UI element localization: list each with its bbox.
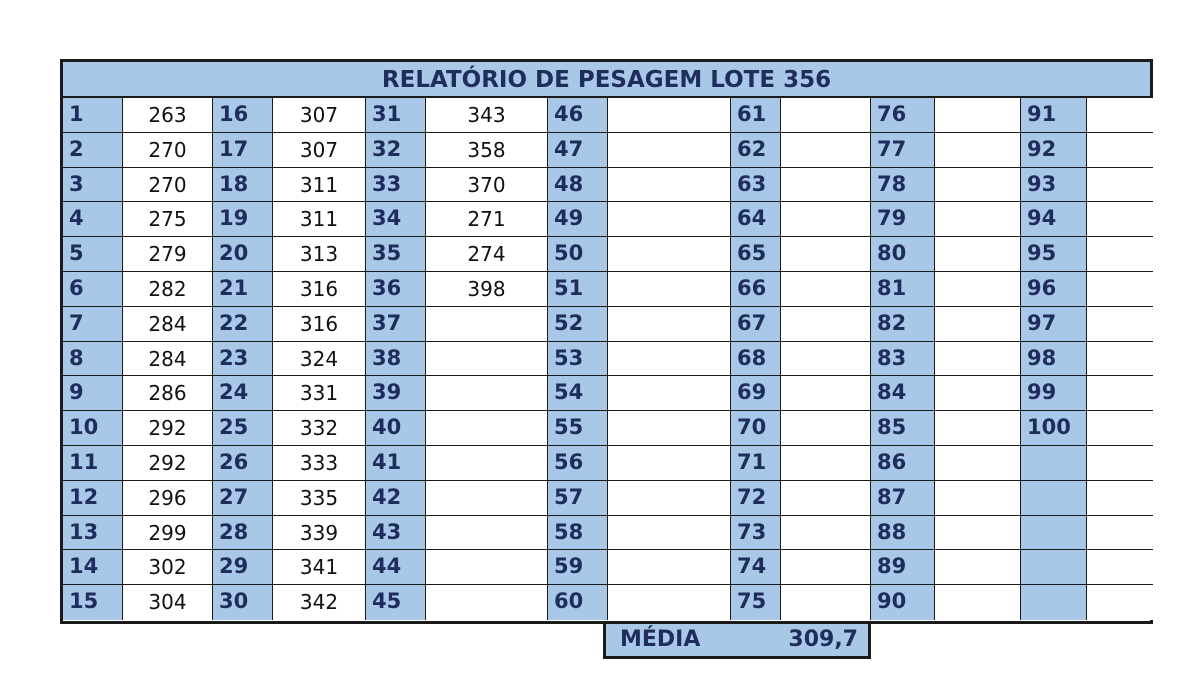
cell-number xyxy=(1021,481,1087,516)
cell-number xyxy=(1021,550,1087,585)
cell-weight: 263 xyxy=(123,98,213,133)
cell-weight: 358 xyxy=(426,133,548,168)
cell-number: 90 xyxy=(871,585,935,620)
cell-weight xyxy=(608,446,731,481)
cell-weight: 275 xyxy=(123,202,213,237)
cell-number: 91 xyxy=(1021,98,1087,133)
cell-number: 43 xyxy=(366,516,426,551)
cell-number: 46 xyxy=(548,98,608,133)
cell-weight xyxy=(935,376,1021,411)
cell-number: 97 xyxy=(1021,307,1087,342)
cell-weight: 332 xyxy=(273,411,366,446)
cell-number: 5 xyxy=(63,237,123,272)
cell-number: 69 xyxy=(731,376,781,411)
cell-number: 9 xyxy=(63,376,123,411)
cell-number: 40 xyxy=(366,411,426,446)
cell-number: 75 xyxy=(731,585,781,620)
cell-weight xyxy=(935,307,1021,342)
cell-weight xyxy=(1087,133,1153,168)
cell-weight xyxy=(426,481,548,516)
cell-weight xyxy=(426,342,548,377)
cell-number: 60 xyxy=(548,585,608,620)
cell-weight xyxy=(1087,272,1153,307)
cell-weight: 307 xyxy=(273,133,366,168)
cell-weight: 284 xyxy=(123,307,213,342)
cell-weight xyxy=(935,168,1021,203)
cell-weight: 324 xyxy=(273,342,366,377)
cell-weight xyxy=(781,237,871,272)
cell-weight xyxy=(781,98,871,133)
cell-weight xyxy=(1087,342,1153,377)
cell-weight: 341 xyxy=(273,550,366,585)
cell-number: 70 xyxy=(731,411,781,446)
cell-number xyxy=(1021,446,1087,481)
cell-number: 53 xyxy=(548,342,608,377)
cell-number: 44 xyxy=(366,550,426,585)
cell-weight xyxy=(781,481,871,516)
cell-weight xyxy=(781,307,871,342)
cell-number: 41 xyxy=(366,446,426,481)
cell-weight xyxy=(1087,481,1153,516)
cell-number xyxy=(1021,516,1087,551)
cell-weight: 274 xyxy=(426,237,548,272)
cell-weight xyxy=(608,133,731,168)
cell-weight: 302 xyxy=(123,550,213,585)
cell-weight xyxy=(608,481,731,516)
cell-weight xyxy=(935,550,1021,585)
cell-weight: 304 xyxy=(123,585,213,620)
cell-number: 73 xyxy=(731,516,781,551)
cell-number: 19 xyxy=(213,202,273,237)
cell-weight xyxy=(608,585,731,620)
cell-weight xyxy=(608,168,731,203)
cell-weight: 271 xyxy=(426,202,548,237)
cell-number: 17 xyxy=(213,133,273,168)
cell-weight: 279 xyxy=(123,237,213,272)
cell-number: 18 xyxy=(213,168,273,203)
cell-weight xyxy=(1087,168,1153,203)
cell-number: 37 xyxy=(366,307,426,342)
cell-weight xyxy=(1087,446,1153,481)
cell-number: 32 xyxy=(366,133,426,168)
cell-weight xyxy=(608,342,731,377)
cell-number: 29 xyxy=(213,550,273,585)
cell-number: 85 xyxy=(871,411,935,446)
cell-weight xyxy=(935,342,1021,377)
cell-number: 28 xyxy=(213,516,273,551)
cell-number: 62 xyxy=(731,133,781,168)
cell-weight xyxy=(1087,585,1153,620)
cell-number: 88 xyxy=(871,516,935,551)
cell-weight: 270 xyxy=(123,133,213,168)
cell-weight: 286 xyxy=(123,376,213,411)
cell-weight xyxy=(781,446,871,481)
cell-weight: 316 xyxy=(273,307,366,342)
cell-number xyxy=(1021,585,1087,620)
cell-number: 56 xyxy=(548,446,608,481)
cell-weight xyxy=(935,98,1021,133)
cell-number: 65 xyxy=(731,237,781,272)
cell-number: 23 xyxy=(213,342,273,377)
cell-weight: 398 xyxy=(426,272,548,307)
cell-weight xyxy=(781,202,871,237)
cell-number: 30 xyxy=(213,585,273,620)
cell-weight xyxy=(1087,202,1153,237)
cell-number: 34 xyxy=(366,202,426,237)
cell-number: 36 xyxy=(366,272,426,307)
cell-weight xyxy=(1087,307,1153,342)
cell-number: 13 xyxy=(63,516,123,551)
cell-number: 66 xyxy=(731,272,781,307)
cell-number: 59 xyxy=(548,550,608,585)
cell-weight: 292 xyxy=(123,411,213,446)
cell-number: 78 xyxy=(871,168,935,203)
cell-weight xyxy=(608,550,731,585)
cell-number: 81 xyxy=(871,272,935,307)
cell-number: 87 xyxy=(871,481,935,516)
cell-number: 95 xyxy=(1021,237,1087,272)
cell-weight: 331 xyxy=(273,376,366,411)
cell-number: 64 xyxy=(731,202,781,237)
cell-weight xyxy=(781,272,871,307)
cell-number: 20 xyxy=(213,237,273,272)
cell-weight xyxy=(608,411,731,446)
cell-weight: 313 xyxy=(273,237,366,272)
cell-weight xyxy=(781,585,871,620)
cell-number: 63 xyxy=(731,168,781,203)
cell-weight xyxy=(935,133,1021,168)
cell-weight xyxy=(426,585,548,620)
cell-number: 45 xyxy=(366,585,426,620)
cell-number: 22 xyxy=(213,307,273,342)
cell-weight xyxy=(935,446,1021,481)
cell-weight xyxy=(935,516,1021,551)
cell-weight: 270 xyxy=(123,168,213,203)
cell-number: 26 xyxy=(213,446,273,481)
cell-number: 86 xyxy=(871,446,935,481)
cell-number: 14 xyxy=(63,550,123,585)
cell-weight xyxy=(781,133,871,168)
cell-weight xyxy=(1087,376,1153,411)
cell-number: 96 xyxy=(1021,272,1087,307)
cell-number: 3 xyxy=(63,168,123,203)
cell-weight xyxy=(935,202,1021,237)
cell-number: 47 xyxy=(548,133,608,168)
cell-number: 6 xyxy=(63,272,123,307)
cell-weight xyxy=(426,376,548,411)
cell-weight: 333 xyxy=(273,446,366,481)
cell-weight xyxy=(426,411,548,446)
cell-weight: 284 xyxy=(123,342,213,377)
cell-weight xyxy=(608,98,731,133)
cell-number: 93 xyxy=(1021,168,1087,203)
cell-number: 11 xyxy=(63,446,123,481)
average-label: MÉDIA xyxy=(620,627,701,652)
cell-number: 99 xyxy=(1021,376,1087,411)
cell-number: 100 xyxy=(1021,411,1087,446)
cell-weight xyxy=(781,411,871,446)
cell-weight: 311 xyxy=(273,168,366,203)
cell-weight xyxy=(935,481,1021,516)
cell-weight xyxy=(935,272,1021,307)
weighing-report-table xyxy=(60,59,1153,624)
cell-weight xyxy=(426,516,548,551)
cell-number: 79 xyxy=(871,202,935,237)
cell-number: 98 xyxy=(1021,342,1087,377)
cell-weight: 282 xyxy=(123,272,213,307)
cell-weight: 316 xyxy=(273,272,366,307)
cell-weight xyxy=(608,307,731,342)
cell-weight xyxy=(426,307,548,342)
cell-weight xyxy=(608,237,731,272)
cell-weight xyxy=(781,168,871,203)
cell-weight xyxy=(781,516,871,551)
cell-number: 1 xyxy=(63,98,123,133)
cell-weight xyxy=(1087,98,1153,133)
cell-weight xyxy=(935,411,1021,446)
cell-number: 72 xyxy=(731,481,781,516)
cell-weight xyxy=(608,376,731,411)
cell-number: 92 xyxy=(1021,133,1087,168)
cell-weight: 311 xyxy=(273,202,366,237)
cell-number: 38 xyxy=(366,342,426,377)
cell-number: 33 xyxy=(366,168,426,203)
cell-number: 58 xyxy=(548,516,608,551)
cell-number: 83 xyxy=(871,342,935,377)
cell-weight: 343 xyxy=(426,98,548,133)
cell-weight xyxy=(608,516,731,551)
report-title: RELATÓRIO DE PESAGEM LOTE 356 xyxy=(63,62,1150,98)
cell-weight xyxy=(608,202,731,237)
cell-weight xyxy=(426,550,548,585)
cell-weight xyxy=(608,272,731,307)
cell-number: 2 xyxy=(63,133,123,168)
cell-number: 31 xyxy=(366,98,426,133)
cell-number: 52 xyxy=(548,307,608,342)
cell-number: 84 xyxy=(871,376,935,411)
cell-number: 74 xyxy=(731,550,781,585)
cell-weight xyxy=(781,376,871,411)
cell-number: 51 xyxy=(548,272,608,307)
cell-weight: 296 xyxy=(123,481,213,516)
cell-number: 7 xyxy=(63,307,123,342)
cell-number: 68 xyxy=(731,342,781,377)
cell-number: 77 xyxy=(871,133,935,168)
cell-weight xyxy=(1087,237,1153,272)
cell-number: 82 xyxy=(871,307,935,342)
cell-weight xyxy=(426,446,548,481)
cell-weight: 342 xyxy=(273,585,366,620)
cell-number: 4 xyxy=(63,202,123,237)
average-summary xyxy=(603,623,871,659)
cell-weight xyxy=(781,342,871,377)
cell-number: 27 xyxy=(213,481,273,516)
cell-number: 42 xyxy=(366,481,426,516)
cell-number: 57 xyxy=(548,481,608,516)
cell-weight xyxy=(935,237,1021,272)
cell-number: 8 xyxy=(63,342,123,377)
cell-number: 39 xyxy=(366,376,426,411)
cell-weight: 335 xyxy=(273,481,366,516)
cell-number: 21 xyxy=(213,272,273,307)
cell-weight: 307 xyxy=(273,98,366,133)
cell-number: 50 xyxy=(548,237,608,272)
cell-number: 76 xyxy=(871,98,935,133)
cell-number: 49 xyxy=(548,202,608,237)
cell-weight xyxy=(1087,411,1153,446)
cell-number: 48 xyxy=(548,168,608,203)
cell-number: 35 xyxy=(366,237,426,272)
cell-number: 54 xyxy=(548,376,608,411)
cell-number: 15 xyxy=(63,585,123,620)
cell-weight: 370 xyxy=(426,168,548,203)
cell-weight xyxy=(935,585,1021,620)
cell-weight: 292 xyxy=(123,446,213,481)
cell-weight xyxy=(1087,550,1153,585)
cell-number: 80 xyxy=(871,237,935,272)
cell-weight xyxy=(781,550,871,585)
cell-number: 24 xyxy=(213,376,273,411)
cell-number: 89 xyxy=(871,550,935,585)
cell-number: 94 xyxy=(1021,202,1087,237)
cell-number: 25 xyxy=(213,411,273,446)
cell-number: 55 xyxy=(548,411,608,446)
average-value: 309,7 xyxy=(788,627,858,652)
cell-number: 10 xyxy=(63,411,123,446)
cell-number: 16 xyxy=(213,98,273,133)
cell-weight: 299 xyxy=(123,516,213,551)
cell-weight: 339 xyxy=(273,516,366,551)
cell-number: 12 xyxy=(63,481,123,516)
cell-number: 61 xyxy=(731,98,781,133)
cell-number: 71 xyxy=(731,446,781,481)
cell-number: 67 xyxy=(731,307,781,342)
cell-weight xyxy=(1087,516,1153,551)
